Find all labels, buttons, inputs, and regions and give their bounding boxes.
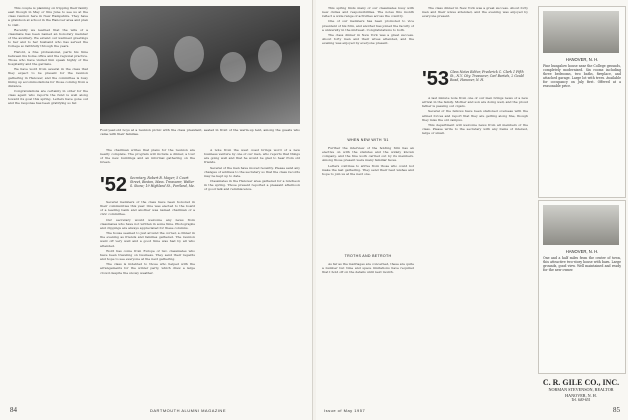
paragraph: One of our members has been promoted to vice president of his firm, and another has joined the faculty of a university in the midwest. Congratulations to both.	[322, 19, 414, 32]
paragraph: The house seemed to just around the corner, a dinner in the evening as friends and families gathered. The reunion went off very well and a good time was had by all who attended.	[100, 231, 195, 248]
paragraph: Recently we learned that the wife of a classmate has been named an honorary member of the auxiliary. We extend our warmest greetings to her and to her husband who has served the College so faithfully through the years.	[8, 27, 88, 49]
paragraph: Further the interview of the holding firm has an elective on with the statutes and the widely known company, and the fine work carried out by its members. Among those present were many familiar faces.	[322, 146, 414, 163]
house-photo	[543, 205, 619, 245]
paragraph: Several of the men have moved recently. Please send any changes of address to the secretary so that the class records may be kept up to date.	[204, 165, 300, 178]
class-secretary-info-53: Class Notes Editor, Frederick C. Clark 1 Fifth St., N.Y. City. Treasurer, Carl Bartels, 2 Gould Road, Hanover, N. H.	[450, 70, 524, 83]
paragraph: The chairman writes that plans for the reunion are nearly complete. The program will include a dinner, a tour of the new buildings and an informal gathering on the Green.	[100, 148, 195, 165]
ad-heading: HANOVER, N. H.	[565, 249, 599, 254]
paragraph: The class dinner in New York was a great success. About forty men and their wives attended, and the evening was enjoyed by everyone present.	[322, 32, 414, 46]
left-column-3	[204, 148, 300, 398]
left-column-1	[8, 6, 88, 398]
right-page	[316, 0, 628, 420]
agency-name: C. R. GILE CO., INC.	[542, 378, 620, 387]
paragraph: This spring finds many of our classmates busy with new duties and responsibilities. The notes this month reflect a wide range of activities across the country.	[322, 6, 414, 19]
photo-caption: Four-year-old boys at a reunion picnic with the class president, seated in front of the warm-up tent, among the guests who came with their families.	[100, 128, 300, 137]
right-column-1-lower	[322, 146, 414, 246]
left-column-2-top	[100, 148, 195, 172]
paragraph: A last minute note from one of our men brings news of a new arrival in the family. Mother and son are doing well, and the proud father is passing out cigars.	[422, 96, 528, 109]
class-secretary-info: Secretary, Robert B. Mayer; 5 Court Street, Boston, Mass. Treasurer, Walter S. Stone; 19 Highland St., Portland, Me.	[130, 176, 195, 189]
left-column-2	[100, 200, 195, 398]
right-column-2	[422, 96, 528, 398]
agency-city: HANOVER, N. H.	[565, 393, 597, 398]
magazine-footer-title: DARTMOUTH ALUMNI MAGAZINE	[150, 408, 226, 413]
paragraph: Letters continue to arrive from those who could not make the last gathering. They send their best wishes and hope to join us at the next one.	[322, 163, 414, 176]
paragraph: This department will welcome news from all members of the class. Please write to the secretary with any items of interest, large or small.	[422, 122, 528, 136]
paragraph: Congratulations are certainly in order for the class agent who reports the fund is well along toward its goal this spring. Letters have gone out and the response has been gratifying so far.	[8, 88, 88, 106]
issue-line: Issue of May 1957	[324, 408, 366, 413]
section-heading: WHEN NEW WITH '51	[347, 138, 389, 142]
page-number-right: 85	[613, 406, 620, 414]
paragraph: As far as the marriages are concerned, these are quite a number but time and space limitations have required that I hold off on the details until next month.	[322, 262, 414, 275]
agency-person: NORMAN STEVENSON, REALTOR	[548, 387, 614, 392]
paragraph: This couple is planning on tripping their family east though in May or this June to see us at the class reunion here in New Hampshire. They have a grandson at school in the Hanover area and plan to visit.	[8, 6, 88, 27]
right-column-2-top	[422, 6, 528, 66]
left-page	[0, 0, 313, 420]
class-year-53: '53	[422, 68, 450, 90]
sub-heading: TROTHS AND BETROTH	[344, 254, 392, 258]
ad-text: Fine bungalow house near the College grounds, completely modernized. Six rooms including three bedrooms, two baths, fireplace, and attached garage. Large lot with trees. Available for occupancy on July first. Offered at a reasonable price.	[543, 64, 621, 89]
class-year-52: '52	[100, 174, 128, 196]
paragraph: We have word from several in the class that they expect to be present for the reunion gathering in Hanover, and the committee is busy lining up accommodations for those coming from a distance.	[8, 67, 88, 88]
paragraph: Several of the fellows have been stationed overseas with the armed forces and report that they are getting along fine, though they miss the old campus.	[422, 109, 528, 122]
ad-heading: HANOVER, N. H.	[565, 57, 599, 62]
page-number-left: 84	[10, 406, 17, 414]
agency-phone: Tel. 640-651	[571, 398, 591, 402]
paragraph: The class is indebted to those who helped with the arrangements for the winter party, which drew a large crowd despite the snowy weather.	[100, 262, 195, 275]
paragraph: Several members of the class have been honored in their communities this year. One was elected to the board of a leading bank and another was named chairman of a civic committee.	[100, 200, 195, 217]
paragraph: Harold, a fine professional, parts his time between his home office and the regional practice. Those who have visited him speak highly of the hospitality and the gardens.	[8, 49, 88, 67]
paragraph: A note from the west coast brings word of a new business venture by one of our men, who reports that things are going well and that he would be glad to hear from old friends.	[204, 148, 300, 165]
real-estate-ad-top	[538, 6, 626, 198]
paragraph: Classmates in the Hanover area gathered for a luncheon in the spring. Those present reported a pleasant afternoon of good talk and reminiscence.	[204, 179, 300, 192]
realtor-agency	[538, 378, 624, 402]
reunion-photo	[100, 6, 300, 124]
real-estate-ad-bottom	[538, 200, 626, 374]
paragraph: Word has come from Europe of two classmates who have been traveling on business. They send their regards and hope to see everyone at the next gathering.	[100, 248, 195, 262]
paragraph: Our secretary would welcome any news from classmates who have not written in some time. Photographs and clippings are always appreciated for these columns.	[100, 217, 195, 230]
house-photo	[543, 11, 619, 53]
ad-text: One and a half miles from the center of town, this attractive two-story house with barn. Large grounds, good view. Well maintained and ready for the new owner.	[543, 256, 621, 273]
paragraph: The class dinner in New York was a great success. About forty men and their wives attended, and the evening was enjoyed by everyone present.	[422, 6, 528, 19]
right-column-1-bottom	[322, 262, 414, 398]
